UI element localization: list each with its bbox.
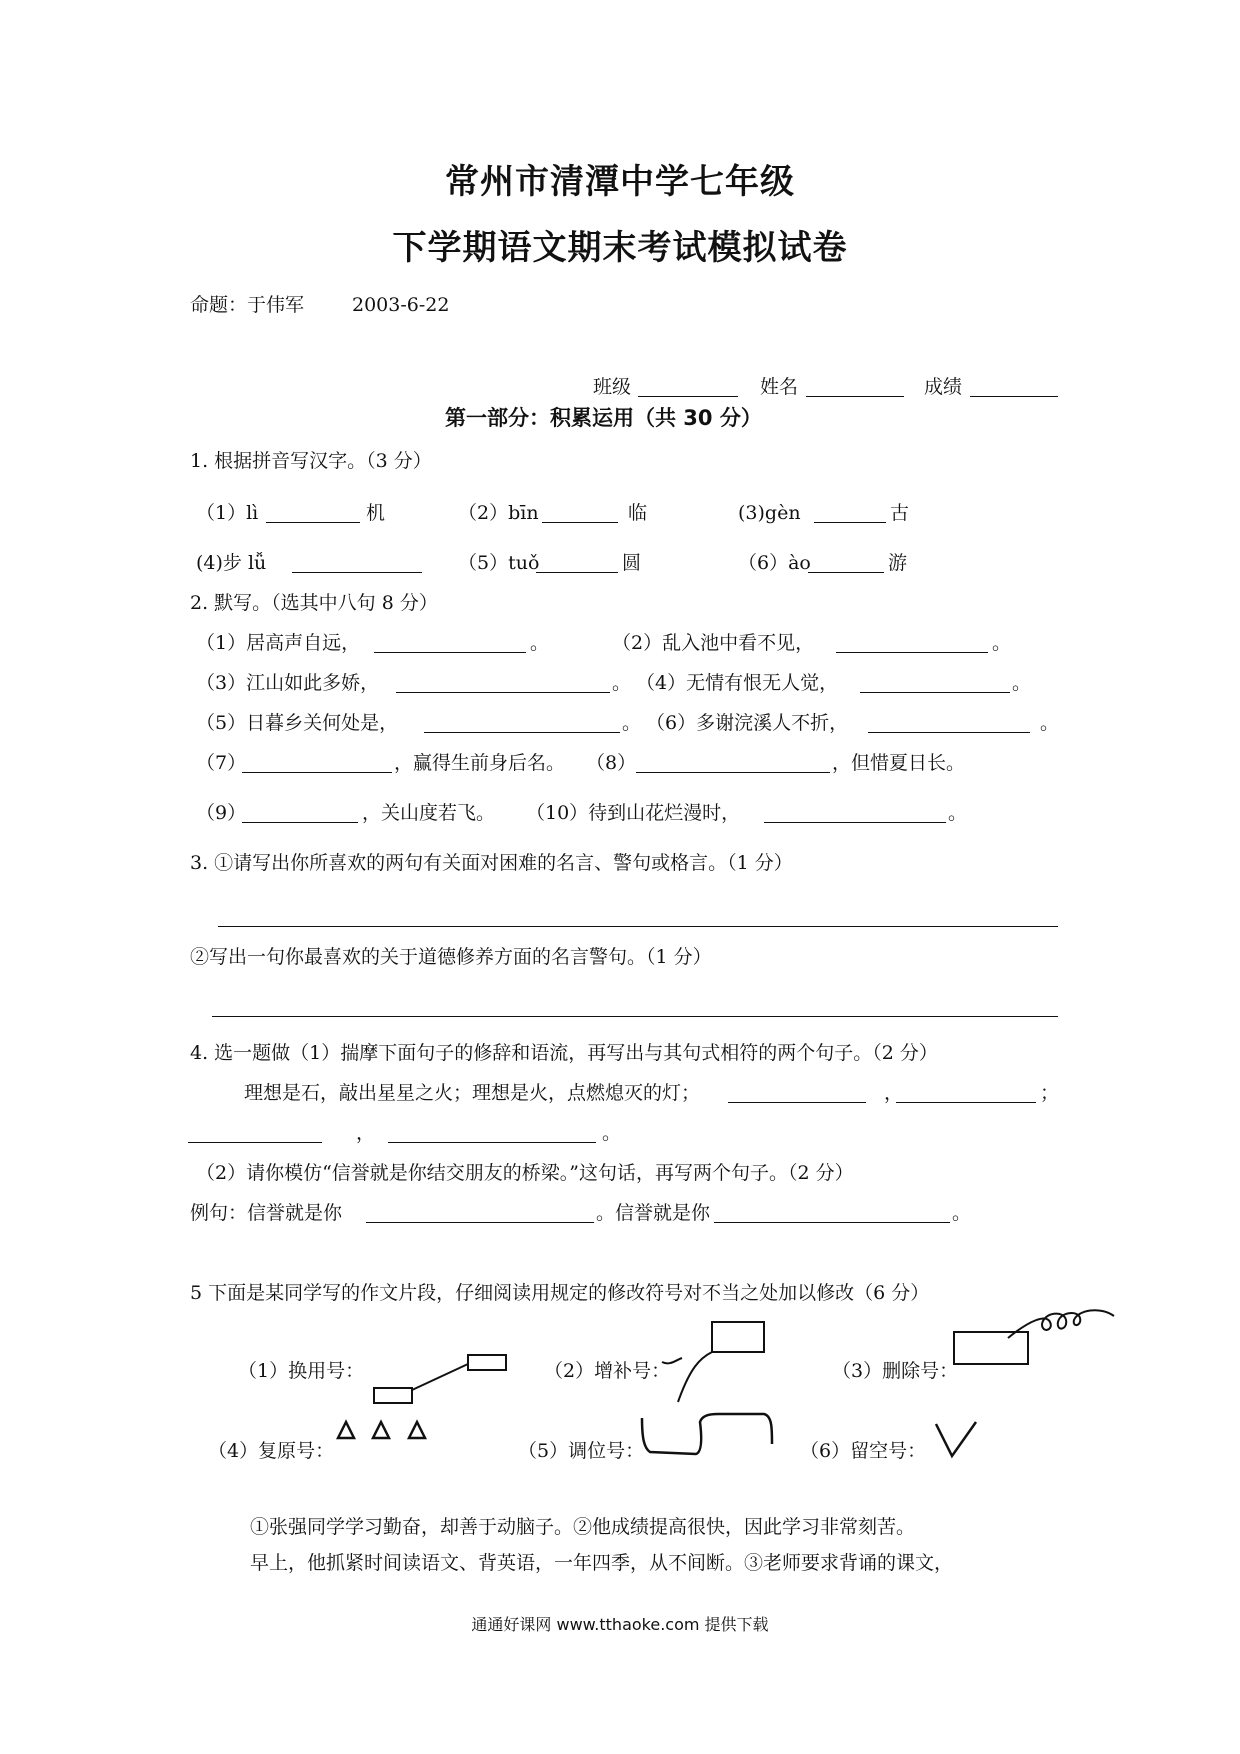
q4-blank2[interactable] bbox=[896, 1102, 1036, 1103]
exam-title-line1: 常州市清潭中学七年级 bbox=[445, 162, 795, 202]
q1-prompt: 1. 根据拼音写汉字。（3 分） bbox=[190, 450, 432, 472]
q5-symbol2-label: （2）增补号： bbox=[544, 1360, 671, 1382]
q2-line5-a-blank[interactable] bbox=[242, 822, 358, 823]
q2-line5-b-prompt: （10）待到山花烂漫时， bbox=[526, 802, 741, 824]
q1-item1-blank[interactable] bbox=[266, 522, 360, 523]
q5-symbol5-label: （5）调位号： bbox=[518, 1440, 645, 1462]
q1-item5-post: 圆 bbox=[622, 552, 642, 574]
q2-line1-a-blank[interactable] bbox=[374, 652, 526, 653]
part1-heading: 第一部分：积累运用（共 30 分） bbox=[445, 406, 762, 430]
q3-answer1-line[interactable] bbox=[218, 926, 1058, 927]
q1-item6-blank[interactable] bbox=[808, 572, 884, 573]
q2-line3-b-prompt: （6）多谢浣溪人不折， bbox=[646, 712, 849, 734]
class-label: 班级 bbox=[593, 376, 632, 398]
q2-line5-a-end: ，关山度若飞。 bbox=[362, 802, 496, 824]
q5-symbol1-label: （1）换用号： bbox=[238, 1360, 365, 1382]
q2-line3-b-end: 。 bbox=[1040, 712, 1060, 734]
replace-mark-icon bbox=[370, 1350, 520, 1410]
q1-item1-post: 机 bbox=[366, 502, 386, 524]
class-blank[interactable] bbox=[638, 396, 738, 397]
q5-symbol3-label: （3）删除号： bbox=[832, 1360, 959, 1382]
q2-line4-a-end: ，赢得生前身后名。 bbox=[394, 752, 566, 774]
q1-item4-pre: (4)步 lǚ bbox=[196, 552, 267, 574]
q4-blank3[interactable] bbox=[188, 1142, 322, 1143]
q5-symbol6-label: （6）留空号： bbox=[800, 1440, 927, 1462]
q2-line2-a-end: 。 bbox=[612, 672, 632, 694]
q5-passage-line2: 早上，他抓紧时间读语文、背英语，一年四季，从不间断。③老师要求背诵的课文， bbox=[250, 1552, 954, 1574]
q2-line3-a-blank[interactable] bbox=[424, 732, 620, 733]
score-blank[interactable] bbox=[970, 396, 1058, 397]
q2-line3-a-end: 。 bbox=[622, 712, 642, 734]
q1-item6-pre: （6）ào bbox=[738, 552, 811, 574]
q1-item5-pre: （5）tuǒ bbox=[458, 552, 540, 574]
q2-line2-a-blank[interactable] bbox=[396, 692, 610, 693]
q4-example2-blank1[interactable] bbox=[366, 1222, 594, 1223]
q2-line1-a-prompt: （1）居高声自远， bbox=[196, 632, 361, 654]
q2-line4-a-prompt: （7） bbox=[196, 752, 247, 774]
name-blank[interactable] bbox=[806, 396, 904, 397]
page-footer: 通通好课网 www.tthaoke.com 提供下载 bbox=[471, 1615, 769, 1634]
q4-comma2: ， bbox=[356, 1122, 376, 1144]
q1-item5-blank[interactable] bbox=[536, 572, 618, 573]
q4-prompt2: （2）请你模仿“信誉就是你结交朋友的桥梁。”这句话，再写两个句子。（2 分） bbox=[196, 1162, 854, 1184]
restore-mark-icon bbox=[336, 1418, 436, 1444]
q3-answer2-line[interactable] bbox=[212, 1016, 1058, 1017]
q1-item2-blank[interactable] bbox=[542, 522, 618, 523]
exam-author: 命题：于伟军 bbox=[190, 294, 305, 316]
q1-item2-post: 临 bbox=[628, 502, 648, 524]
q4-period: 。 bbox=[602, 1122, 622, 1144]
space-mark-icon bbox=[932, 1418, 982, 1462]
q2-line1-b-end: 。 bbox=[992, 632, 1012, 654]
q2-line1-b-prompt: （2）乱入池中看不见， bbox=[612, 632, 815, 654]
q1-item2-pre: （2）bīn bbox=[458, 502, 539, 524]
q4-semicolon: ； bbox=[1040, 1082, 1060, 1104]
delete-mark-icon bbox=[950, 1300, 1120, 1370]
q4-example1: 理想是石，敲出星星之火；理想是火，点燃熄灭的灯； bbox=[244, 1082, 701, 1104]
q1-item3-blank[interactable] bbox=[814, 522, 886, 523]
q2-line3-a-prompt: （5）日暮乡关何处是， bbox=[196, 712, 399, 734]
q4-blank4[interactable] bbox=[388, 1142, 596, 1143]
q2-line5-b-blank[interactable] bbox=[764, 822, 946, 823]
q2-line2-a-prompt: （3）江山如此多娇， bbox=[196, 672, 380, 694]
q2-line1-b-blank[interactable] bbox=[836, 652, 988, 653]
q4-example2-end: 。 bbox=[952, 1202, 972, 1224]
q4-example2-blank2[interactable] bbox=[714, 1222, 950, 1223]
q2-line4-a-blank[interactable] bbox=[242, 772, 392, 773]
q1-item1-pre: （1）lì bbox=[196, 502, 259, 524]
q1-item3-pre: (3)gèn bbox=[738, 502, 801, 524]
q2-line4-b-prompt: （8） bbox=[586, 752, 637, 774]
name-label: 姓名 bbox=[760, 376, 799, 398]
q4-comma1: ， bbox=[884, 1082, 904, 1104]
q3-prompt1: 3. ①请写出你所喜欢的两句有关面对困难的名言、警句或格言。（1 分） bbox=[190, 852, 793, 874]
transpose-mark-icon bbox=[638, 1408, 778, 1464]
q3-prompt2: ②写出一句你最喜欢的关于道德修养方面的名言警句。（1 分） bbox=[190, 946, 712, 968]
q2-line4-b-blank[interactable] bbox=[636, 772, 830, 773]
q2-line3-b-blank[interactable] bbox=[868, 732, 1030, 733]
q4-example2-b: 。信誉就是你 bbox=[596, 1202, 711, 1224]
q5-passage-line1: ①张强同学学习勤奋，却善于动脑子。②他成绩提高很快，因此学习非常刻苦。 bbox=[250, 1516, 916, 1538]
q2-line2-b-prompt: （4）无情有恨无人觉， bbox=[636, 672, 839, 694]
q5-symbol4-label: （4）复原号： bbox=[208, 1440, 335, 1462]
q2-line4-b-end: ，但惜夏日长。 bbox=[832, 752, 966, 774]
insert-mark-icon bbox=[660, 1318, 770, 1408]
q1-item6-post: 游 bbox=[888, 552, 908, 574]
score-label: 成绩 bbox=[924, 376, 963, 398]
exam-title-line2: 下学期语文期末考试模拟试卷 bbox=[392, 228, 848, 268]
q2-line2-b-end: 。 bbox=[1012, 672, 1032, 694]
q1-item4-blank[interactable] bbox=[292, 572, 422, 573]
q4-prompt: 4. 选一题做（1）揣摩下面句子的修辞和语流，再写出与其句式相符的两个句子。（2 分） bbox=[190, 1042, 938, 1064]
q2-prompt: 2. 默写。（选其中八句 8 分） bbox=[190, 592, 438, 614]
q2-line5-a-prompt: （9） bbox=[196, 802, 247, 824]
exam-date: 2003-6-22 bbox=[352, 294, 450, 316]
q4-example2-a: 例句：信誉就是你 bbox=[190, 1202, 343, 1224]
q2-line2-b-blank[interactable] bbox=[860, 692, 1010, 693]
q4-blank1[interactable] bbox=[728, 1102, 866, 1103]
q1-item3-post: 古 bbox=[890, 502, 910, 524]
q2-line1-a-end: 。 bbox=[530, 632, 550, 654]
q2-line5-b-end: 。 bbox=[948, 802, 968, 824]
q5-prompt: 5 下面是某同学写的作文片段，仔细阅读用规定的修改符号对不当之处加以修改（6 分） bbox=[190, 1282, 930, 1304]
